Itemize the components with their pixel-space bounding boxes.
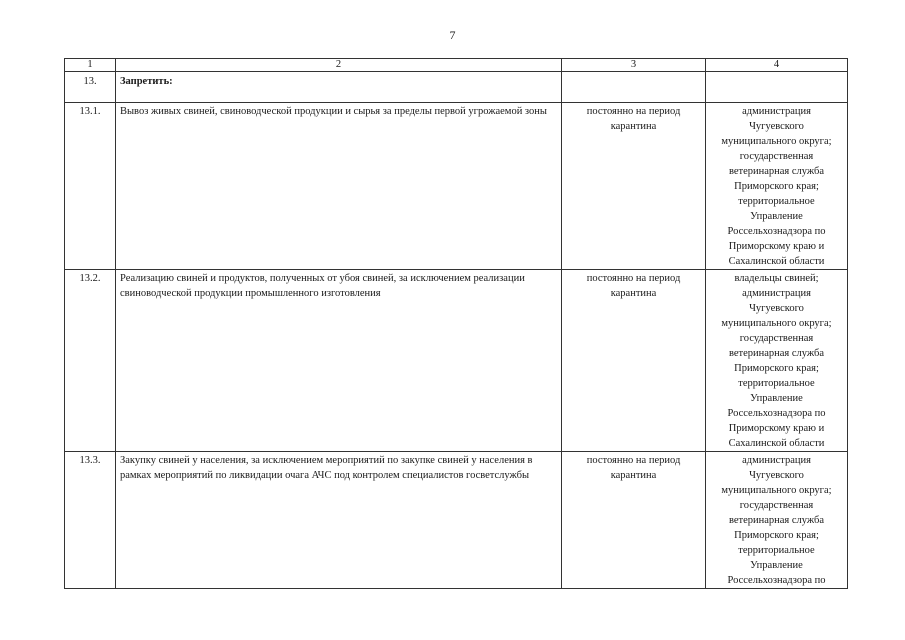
responsible-line: муниципального округа;: [721, 136, 832, 147]
measure-text: Закупку свиней у населения, за исключением мероприятий по закупке свиней у населения в рамках мероприятий по ликвидации очага АЧС под контролем специалистов госветслужбы: [116, 452, 562, 589]
responsible-line: Сахалинской области: [728, 256, 825, 267]
responsible-line: Россельхознадзора по: [727, 226, 826, 237]
responsible-line: государственная: [739, 151, 814, 162]
responsible-line: Чугуевского: [749, 303, 804, 314]
responsible-cell: [706, 103, 848, 270]
responsible-line: Чугуевского: [749, 470, 804, 481]
responsible-line: владельцы свиней;: [734, 273, 819, 284]
responsible-cell: [706, 452, 848, 589]
table-row: [65, 72, 848, 103]
responsible-line: территориальное: [738, 196, 815, 207]
page-number: 7: [449, 28, 456, 42]
responsible-line: администрация: [742, 455, 811, 466]
measure-text: Запретить:: [116, 72, 562, 103]
responsible-cell: [706, 72, 848, 103]
responsible-line: администрация: [742, 106, 811, 117]
table-header-row: [65, 59, 848, 72]
responsible-line: муниципального округа;: [721, 318, 832, 329]
responsible-line: муниципального округа;: [721, 485, 832, 496]
period-cell: постоянно на период карантина: [562, 103, 706, 270]
period-cell: [562, 72, 706, 103]
row-number: 13.1.: [65, 103, 116, 270]
row-number: 13.: [65, 72, 116, 103]
period-cell: постоянно на период карантина: [562, 452, 706, 589]
column-header: 1: [65, 59, 116, 72]
responsible-line: Сахалинской области: [728, 438, 825, 449]
row-number: 13.2.: [65, 270, 116, 452]
responsible-line: государственная: [739, 333, 814, 344]
responsible-line: Россельхознадзора по: [727, 575, 826, 586]
responsible-line: государственная: [739, 500, 814, 511]
measure-text: Вывоз живых свиней, свиноводческой продукции и сырья за пределы первой угрожаемой зоны: [116, 103, 562, 270]
table-row: [65, 452, 848, 589]
column-header: 2: [116, 59, 562, 72]
responsible-line: Чугуевского: [749, 121, 804, 132]
measure-text: Реализацию свиней и продуктов, полученных от убоя свиней, за исключением реализации свиноводческой продукции промышленного изготовления: [116, 270, 562, 452]
responsible-line: Приморскому краю и: [728, 241, 825, 252]
column-header: 3: [562, 59, 706, 72]
measures-table: [64, 58, 848, 589]
responsible-line: Управление: [750, 560, 803, 571]
responsible-line: ветеринарная служба: [728, 515, 825, 526]
responsible-line: Управление: [750, 211, 803, 222]
table-row: [65, 103, 848, 270]
responsible-line: Приморскому краю и: [728, 423, 825, 434]
responsible-cell: [706, 270, 848, 452]
period-cell: постоянно на период карантина: [562, 270, 706, 452]
responsible-line: Приморского края;: [734, 363, 819, 374]
column-header: 4: [706, 59, 848, 72]
table-row: [65, 270, 848, 452]
responsible-line: ветеринарная служба: [728, 348, 825, 359]
responsible-line: Управление: [750, 393, 803, 404]
responsible-line: территориальное: [738, 545, 815, 556]
row-number: 13.3.: [65, 452, 116, 589]
responsible-line: Приморского края;: [734, 530, 819, 541]
responsible-line: ветеринарная служба: [728, 166, 825, 177]
responsible-line: Россельхознадзора по: [727, 408, 826, 419]
responsible-line: администрация: [742, 288, 811, 299]
responsible-line: Приморского края;: [734, 181, 819, 192]
responsible-line: территориальное: [738, 378, 815, 389]
